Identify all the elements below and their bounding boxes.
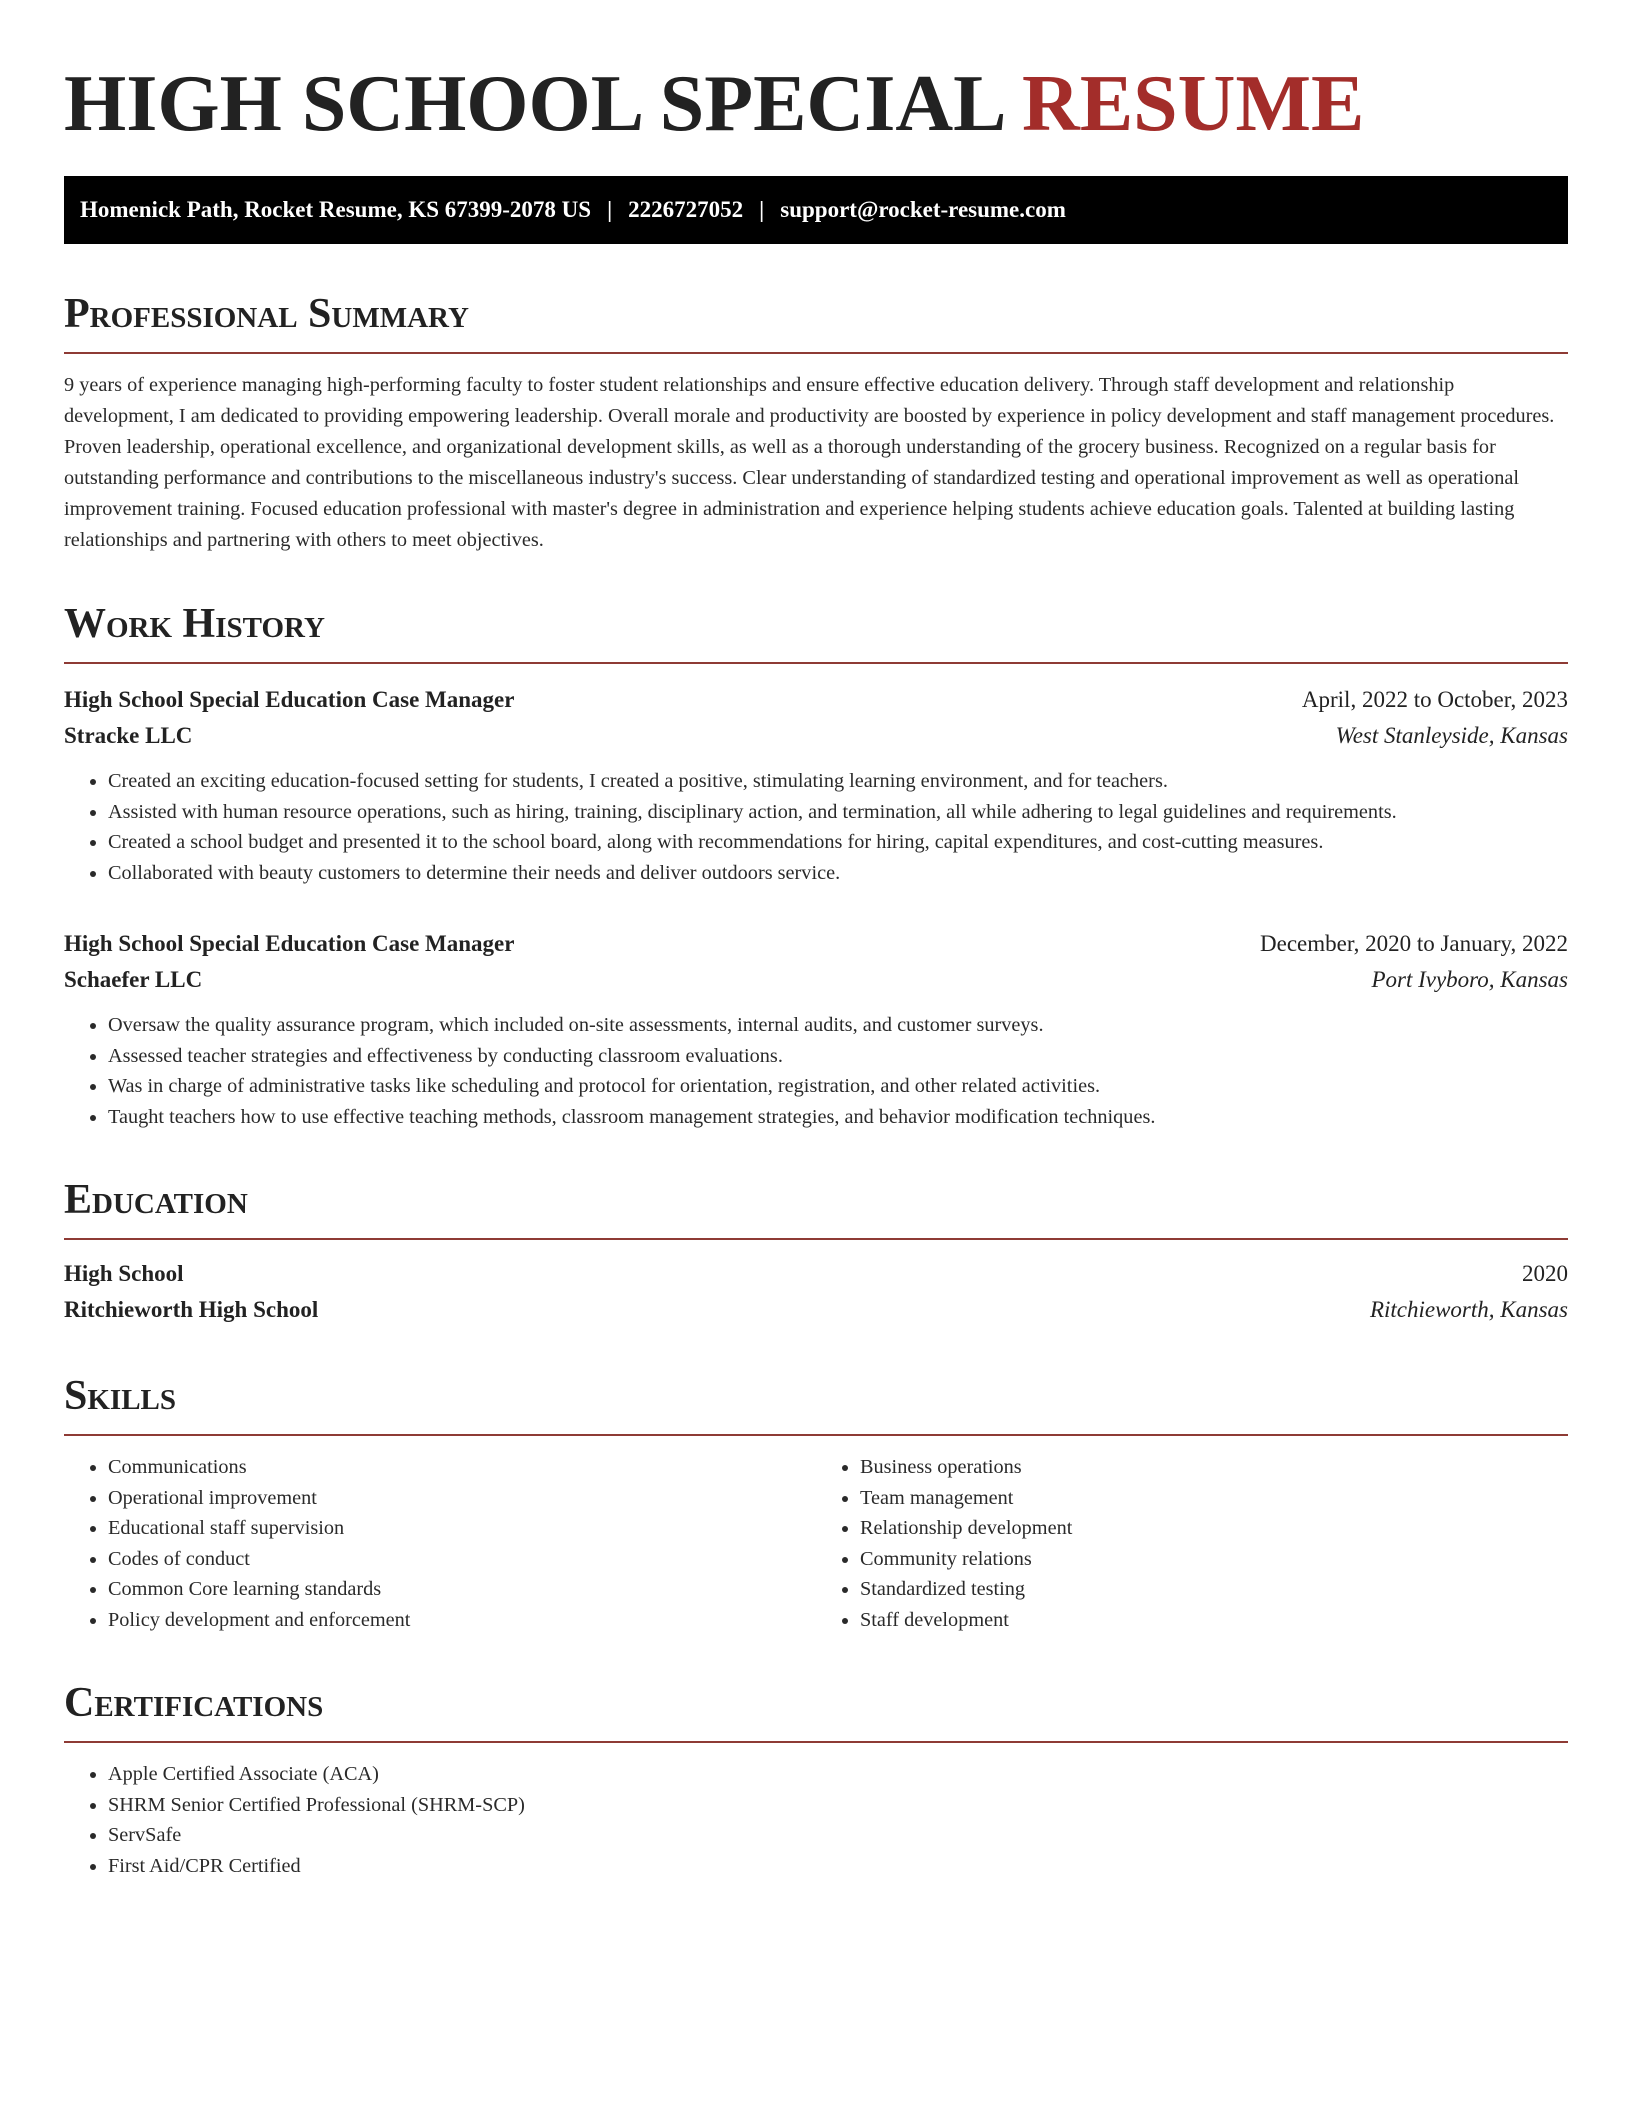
education-location: Ritchieworth, Kansas (1369, 1297, 1568, 1322)
job-company: Stracke LLC (64, 723, 193, 748)
job-title: High School Special Education Case Manager (64, 687, 515, 712)
job-bullets (64, 1010, 1568, 1132)
section-title-skills: Skills (64, 1373, 177, 1419)
summary-text: 9 years of experience managing high-performing faculty to foster student relationships and ensure effective education delivery. Through staff development and relationship development, I am dedicated to providing empowering leadership. Overall morale and productivity are boosted by experience in policy development and staff management procedures. Proven leadership, operational excellence, and organizational development skills, as well as a thorough understanding of the grocery business. Recognized on a regular basis for outstanding performance and contributions to the miscellaneous industry's success. Clear understanding of standardized testing and operational improvement as well as operational improvement training. Focused education professional with master's degree in administration and experience helping students achieve education goals. Talented at building lasting relationships and partnering with others to meet objectives. (64, 374, 1555, 551)
skill-item: • Standardized testing (860, 1574, 1568, 1605)
contact-address: Homenick Path, Rocket Resume, KS 67399-2078 US (80, 197, 592, 222)
education-entry (64, 1256, 1568, 1328)
job-bullet: • Collaborated with beauty customers to determine their needs and deliver outdoors service. (108, 858, 1568, 889)
job-bullet: • Was in charge of administrative tasks like scheduling and protocol for orientation, registration, and other related activities. (108, 1071, 1568, 1102)
resume-title (64, 52, 1568, 156)
skills-column-right (816, 1452, 1568, 1635)
education-school-row (64, 1292, 1568, 1328)
job-bullet: • Oversaw the quality assurance program, which included on-site assessments, internal audits, and customer surveys. (108, 1010, 1568, 1041)
contact-phone: 2226727052 (628, 197, 744, 222)
contact-separator: | (759, 197, 765, 222)
section-divider (64, 1741, 1568, 1743)
education-year: 2020 (1522, 1261, 1568, 1286)
contact-email[interactable]: support@rocket-resume.com (780, 197, 1066, 222)
certification-item: • Apple Certified Associate (ACA) (108, 1759, 1568, 1790)
section-title-work-history: Work History (64, 601, 325, 647)
job-dates: April, 2022 to October, 2023 (1301, 687, 1568, 712)
education-school: Ritchieworth High School (64, 1297, 319, 1322)
certification-item: • SHRM Senior Certified Professional (SHRM-SCP) (108, 1790, 1568, 1821)
skill-item: • Policy development and enforcement (108, 1605, 816, 1636)
job-location: Port Ivyboro, Kansas (1371, 967, 1568, 992)
certification-item: • ServSafe (108, 1820, 1568, 1851)
job-entry (64, 682, 1568, 888)
education-header-row (64, 1256, 1568, 1292)
job-bullet: • Assessed teacher strategies and effectiveness by conducting classroom evaluations. (108, 1041, 1568, 1072)
skill-item: • Educational staff supervision (108, 1513, 816, 1544)
section-divider (64, 662, 1568, 664)
certification-item: • First Aid/CPR Certified (108, 1851, 1568, 1882)
section-divider (64, 352, 1568, 354)
skill-item: • Codes of conduct (108, 1544, 816, 1575)
skill-item: • Communications (108, 1452, 816, 1483)
contact-bar (64, 176, 1568, 244)
job-header-row (64, 682, 1568, 718)
job-company-row (64, 962, 1568, 998)
job-bullet: • Created an exciting education-focused setting for students, I created a positive, stimulating learning environment, and for teachers. (108, 766, 1568, 797)
skills-column-left (64, 1452, 816, 1635)
skill-item: • Relationship development (860, 1513, 1568, 1544)
job-entry (64, 926, 1568, 1132)
education-degree: High School (64, 1261, 184, 1286)
skill-item: • Team management (860, 1483, 1568, 1514)
skill-item: • Common Core learning standards (108, 1574, 816, 1605)
skill-item: • Business operations (860, 1452, 1568, 1483)
job-dates: December, 2020 to January, 2022 (1260, 931, 1568, 956)
job-bullet: • Assisted with human resource operations, such as hiring, training, disciplinary action, and termination, all while adhering to legal guidelines and requirements. (108, 797, 1568, 828)
section-title-education: Education (64, 1177, 248, 1223)
title-accent: RESUME (1022, 60, 1365, 148)
title-main: HIGH SCHOOL SPECIAL (64, 60, 1003, 148)
job-company: Schaefer LLC (64, 967, 203, 992)
skill-item: • Operational improvement (108, 1483, 816, 1514)
job-header-row (64, 926, 1568, 962)
certifications-list (64, 1759, 1568, 1881)
skill-item: • Community relations (860, 1544, 1568, 1575)
job-bullet: • Created a school budget and presented it to the school board, along with recommendations for hiring, capital expenditures, and cost-cutting measures. (108, 827, 1568, 858)
job-location: West Stanleyside, Kansas (1335, 723, 1568, 748)
skills-grid (64, 1452, 1568, 1635)
contact-separator: | (607, 197, 613, 222)
section-title-certifications: Certifications (64, 1680, 324, 1726)
section-divider (64, 1238, 1568, 1240)
job-bullets (64, 766, 1568, 888)
job-title: High School Special Education Case Manager (64, 931, 515, 956)
job-bullet: • Taught teachers how to use effective teaching methods, classroom management strategies, and behavior modification techniques. (108, 1102, 1568, 1133)
skill-item: • Staff development (860, 1605, 1568, 1636)
job-company-row (64, 718, 1568, 754)
section-divider (64, 1434, 1568, 1436)
section-title-summary: Professional Summary (64, 291, 469, 337)
